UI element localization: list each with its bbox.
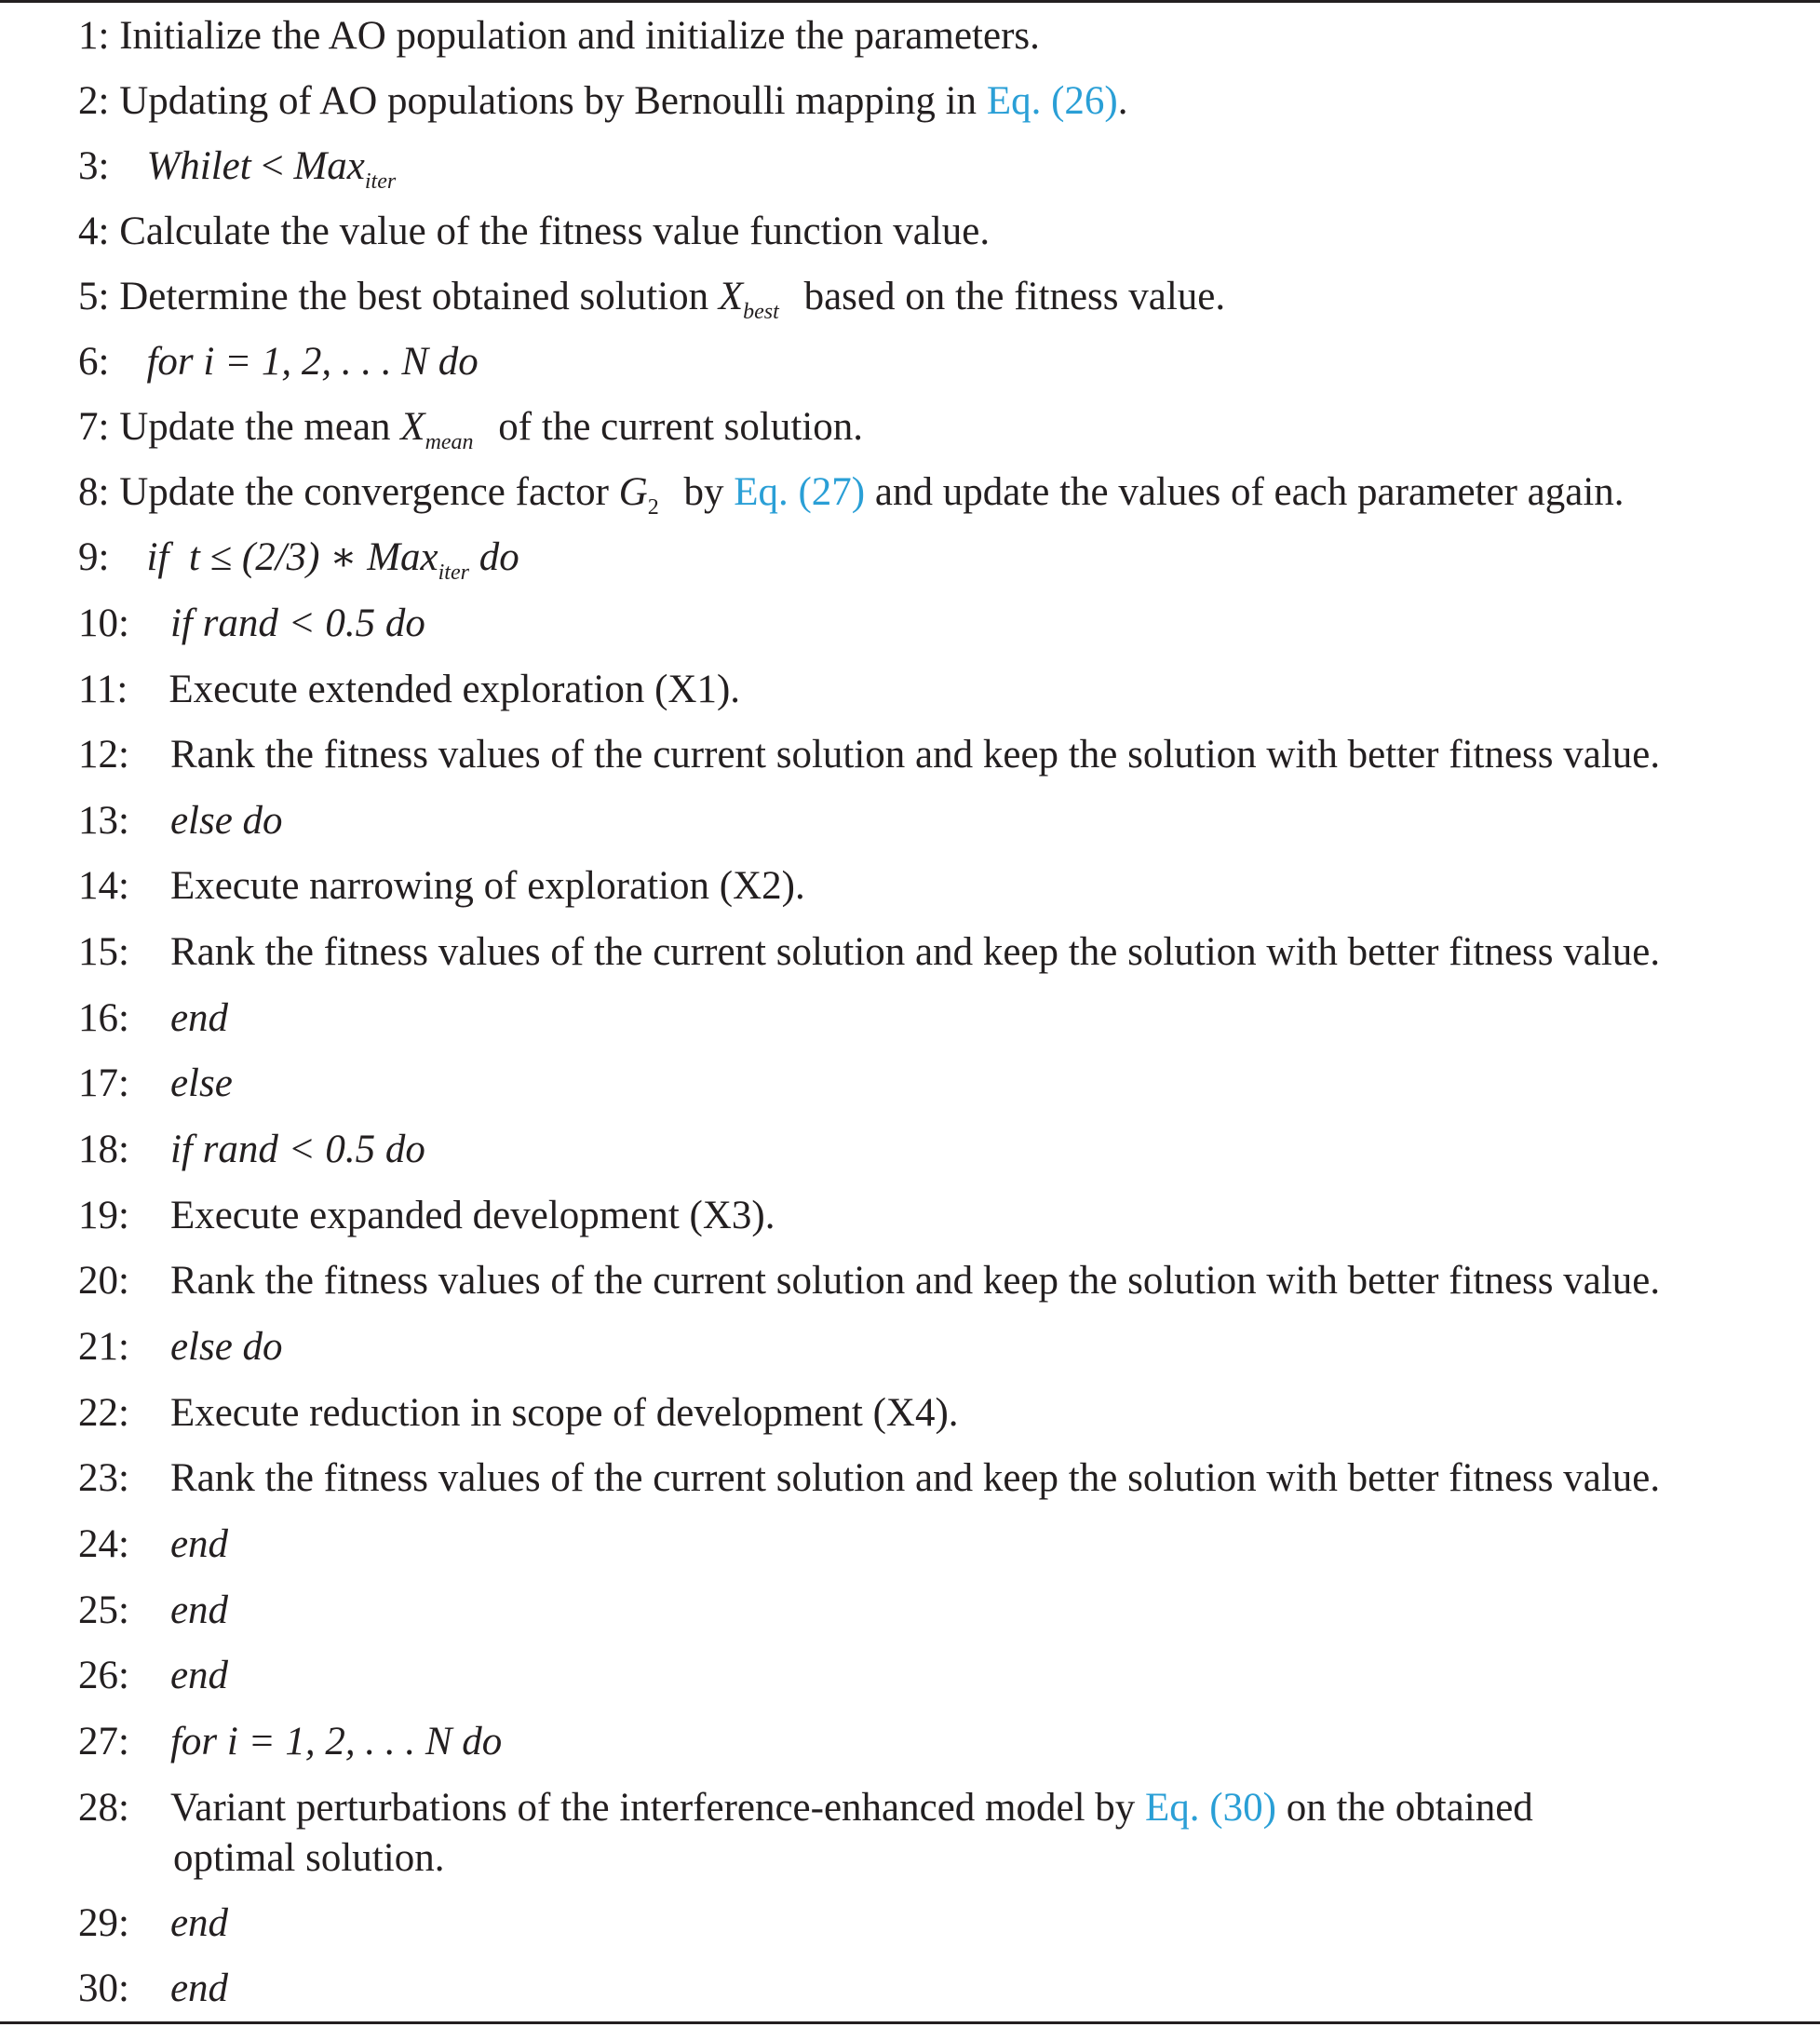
line-text-end: based on the fitness value. <box>793 275 1226 318</box>
line-number: 20: <box>78 1259 129 1303</box>
line-number: 18: <box>78 1128 129 1171</box>
line-number: 5: <box>78 275 110 318</box>
line-number: 1: <box>78 14 110 58</box>
algorithm-line-16 <box>78 995 228 1042</box>
line-text: Initialize the AO population and initialize the parameters. <box>119 14 1040 58</box>
line-number: 14: <box>78 864 129 908</box>
algorithm-line-6 <box>78 339 479 385</box>
line-number: 10: <box>78 601 129 645</box>
line-text: end <box>169 1901 229 1945</box>
line-number: 21: <box>78 1325 129 1369</box>
if-keyword: if <box>146 535 169 579</box>
line-text-end: and update the values of each parameter again. <box>865 470 1625 514</box>
algorithm-line-26 <box>78 1653 228 1699</box>
while-keyword: Whilet <box>146 144 251 188</box>
line-text: Rank the fitness values of the current solution and keep the solution with better fitness value. <box>169 930 1661 974</box>
line-text: Execute reduction in scope of development (X4). <box>169 1391 959 1435</box>
equation-link-27[interactable]: Eq. (27) <box>734 470 866 514</box>
algorithm-line-25 <box>78 1588 228 1634</box>
line-text: for i = 1, 2, . . . N do <box>169 1720 503 1763</box>
algorithm-line-14 <box>78 863 805 910</box>
line-text-end: of the current solution. <box>488 405 863 449</box>
line-number: 29: <box>78 1901 129 1945</box>
algorithm-line-19 <box>78 1193 775 1239</box>
condition: t ≤ (2/3) ∗ Max <box>188 535 438 579</box>
top-rule <box>0 0 1820 3</box>
algorithm-line-22 <box>78 1390 959 1437</box>
algorithm-line-10 <box>78 601 425 647</box>
line-number: 13: <box>78 799 129 843</box>
line-number: 4: <box>78 209 110 253</box>
line-text: Update the mean <box>119 405 401 449</box>
line-number: 15: <box>78 930 129 974</box>
algorithm-line-12 <box>78 732 1660 778</box>
line-number: 2: <box>78 79 110 123</box>
algorithm-line-17 <box>78 1061 233 1107</box>
algorithm-line-4 <box>78 209 990 255</box>
equation-link-26[interactable]: Eq. (26) <box>986 79 1118 123</box>
line-text: end <box>169 996 229 1040</box>
line-text: Execute extended exploration (X1). <box>169 668 741 711</box>
algorithm-line-27 <box>78 1719 502 1765</box>
line-text: end <box>169 1966 229 2010</box>
line-number: 7: <box>78 405 110 449</box>
subscript: best <box>743 300 779 324</box>
subscript: 2 <box>647 495 659 520</box>
algorithm-line-3 <box>78 143 397 194</box>
line-text: end <box>169 1654 229 1697</box>
line-number: 23: <box>78 1456 129 1500</box>
subscript: iter <box>364 169 397 194</box>
line-text: Update the convergence factor <box>119 470 619 514</box>
algorithm-line-20 <box>78 1258 1660 1304</box>
line-number: 16: <box>78 996 129 1040</box>
line-number: 24: <box>78 1522 129 1566</box>
line-number: 12: <box>78 733 129 777</box>
algorithm-line-18 <box>78 1127 425 1173</box>
do-keyword: do <box>479 535 519 579</box>
algorithm-line-5 <box>78 274 1226 324</box>
algorithm-line-2 <box>78 78 1127 125</box>
line-text: else do <box>169 799 283 843</box>
algorithm-line-8 <box>78 469 1625 520</box>
x-var: X <box>400 405 425 449</box>
algorithm-line-23 <box>78 1455 1660 1502</box>
line-number: 19: <box>78 1194 129 1237</box>
line-number: 28: <box>78 1786 129 1830</box>
x-var: X <box>718 275 744 318</box>
bottom-rule <box>0 2021 1820 2024</box>
line-text-end: . <box>1117 79 1128 123</box>
algorithm-line-28-continuation: optimal solution. <box>173 1836 445 1880</box>
line-text: Calculate the value of the fitness value function value. <box>119 209 991 253</box>
line-number: 25: <box>78 1588 129 1632</box>
algorithm-line-7 <box>78 404 863 454</box>
algorithm-line-11 <box>78 667 740 713</box>
line-text: else do <box>169 1325 283 1369</box>
algorithm-line-13 <box>78 798 283 845</box>
algorithm-line-1 <box>78 13 1040 60</box>
line-number: 9: <box>78 535 110 579</box>
line-text: end <box>169 1522 229 1566</box>
line-text: Execute narrowing of exploration (X2). <box>169 864 805 908</box>
equation-link-30[interactable]: Eq. (30) <box>1145 1786 1276 1830</box>
line-text-mid: by <box>673 470 735 514</box>
line-text: Determine the best obtained solution <box>119 275 719 318</box>
line-number: 26: <box>78 1654 129 1697</box>
line-number: 8: <box>78 470 110 514</box>
algorithm-line-28 <box>78 1785 1533 1831</box>
algorithm-line-15 <box>78 929 1660 976</box>
line-number: 30: <box>78 1966 129 2010</box>
line-text-end: on the obtained <box>1275 1786 1533 1830</box>
line-text: if rand < 0.5 do <box>169 601 425 645</box>
max-var: Max <box>293 144 365 188</box>
line-text: else <box>169 1061 233 1105</box>
line-text: if rand < 0.5 do <box>169 1128 425 1171</box>
line-text: Rank the fitness values of the current solution and keep the solution with better fitness value. <box>169 733 1661 777</box>
line-text: Rank the fitness values of the current solution and keep the solution with better fitness value. <box>169 1456 1661 1500</box>
algorithm-line-9 <box>78 534 519 585</box>
line-number: 11: <box>78 668 128 711</box>
g-var: G <box>618 470 648 514</box>
line-number: 3: <box>78 144 110 188</box>
subscript: iter <box>438 561 469 585</box>
subscript: mean <box>425 430 474 454</box>
line-text: Rank the fitness values of the current solution and keep the solution with better fitness value. <box>169 1259 1661 1303</box>
line-number: 27: <box>78 1720 129 1763</box>
algorithm-line-24 <box>78 1521 228 1568</box>
algorithm-line-30 <box>78 1966 228 2012</box>
line-text: Variant perturbations of the interference-enhanced model by <box>169 1786 1146 1830</box>
algorithm-line-21 <box>78 1324 283 1371</box>
line-text: for i = 1, 2, . . . N do <box>146 340 479 384</box>
line-number: 17: <box>78 1061 129 1105</box>
line-text: end <box>169 1588 229 1632</box>
line-number: 22: <box>78 1391 129 1435</box>
operator: < <box>261 144 284 188</box>
algorithm-line-29 <box>78 1900 228 1947</box>
line-number: 6: <box>78 340 110 384</box>
line-text: Execute expanded development (X3). <box>169 1194 775 1237</box>
line-text: Updating of AO populations by Bernoulli mapping in <box>119 79 987 123</box>
